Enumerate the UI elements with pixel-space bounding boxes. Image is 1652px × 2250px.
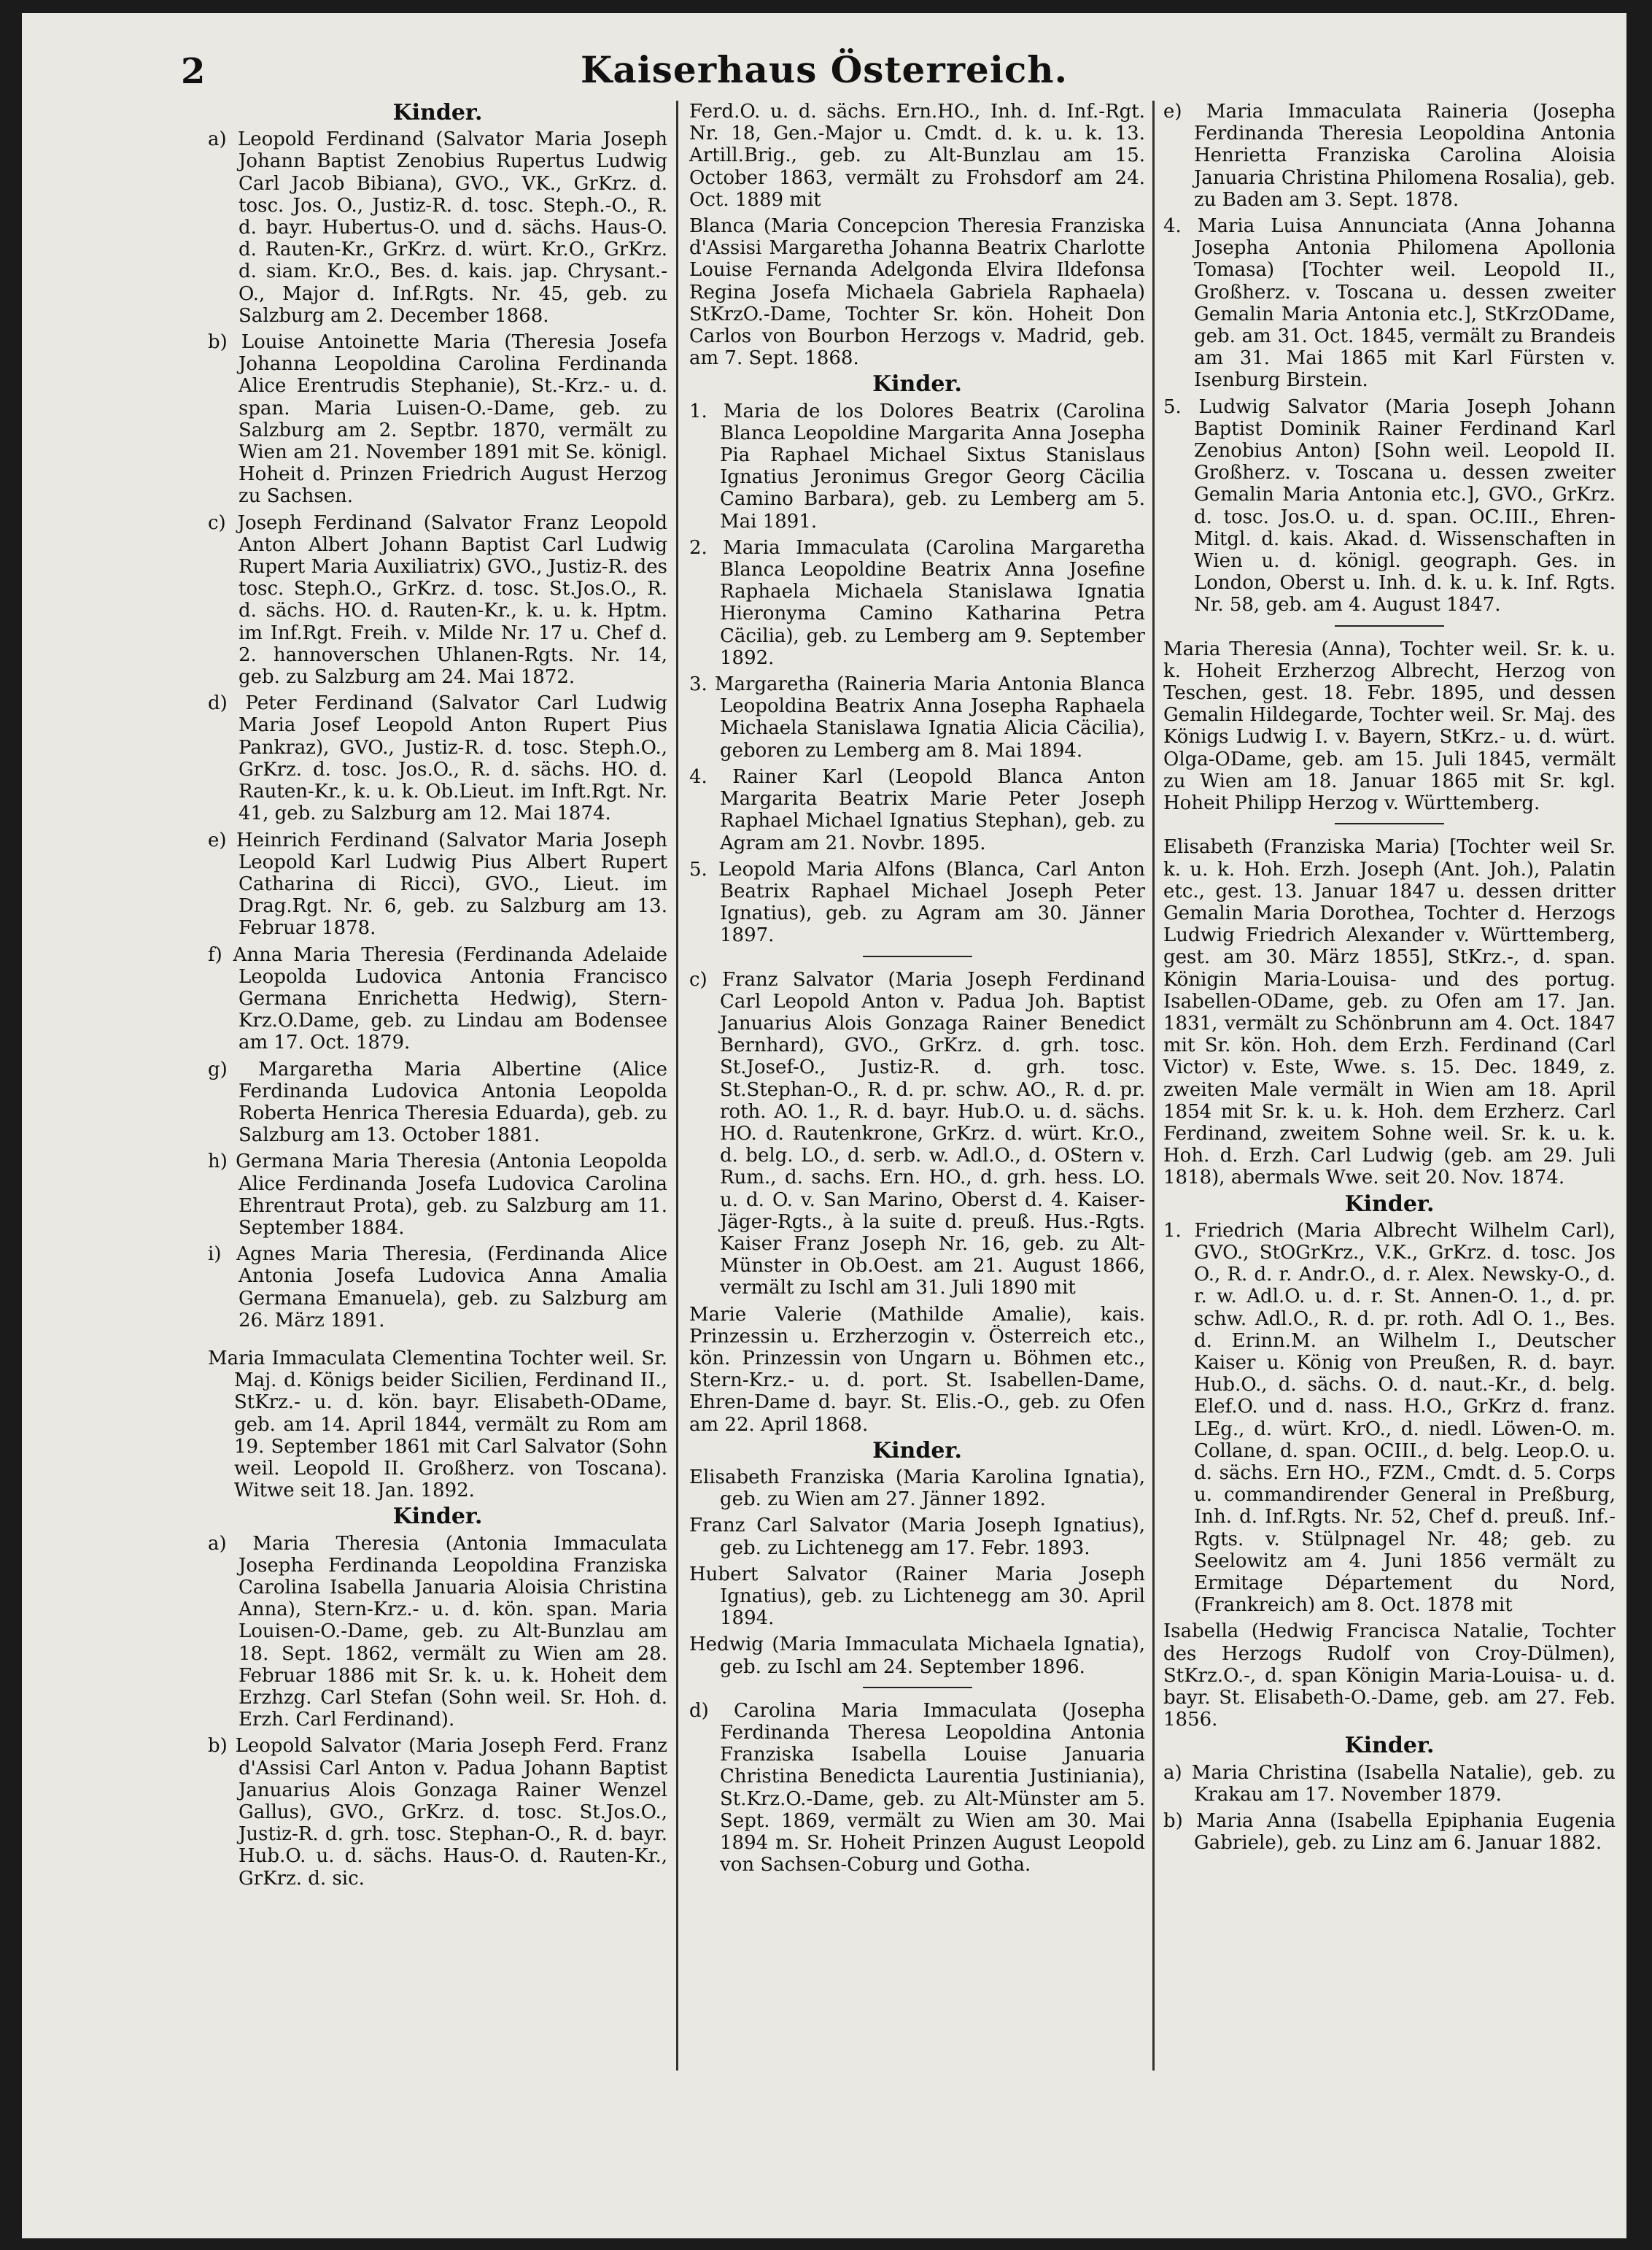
section-heading: Kinder. [392, 1504, 483, 1530]
list-item: a) Maria Christina (Isabella Natalie), geb. zu Krakau am 17. November 1879. [1163, 1761, 1616, 1806]
person-entry: Maria Theresia (Anna), Tochter weil. Sr. k. u. k. Hoheit Erzherzog Albrecht, Herzog von Teschen, gest. 18. Febr. 1895, und dessen Gemalin Hildegarde, Tochter weil. Sr. Maj. des Königs Ludwig I. v. Bayern, StKrz.- u. d. würt. Olga-ODame, geb. am 15. Juli 1845, vermält zu Wien am 18. Januar 1865 mit Sr. kgl. Hoheit Philipp Herzog v. Württemberg. [1163, 638, 1616, 815]
section-heading: Kinder. [392, 100, 483, 125]
list-item: i) Agnes Maria Theresia, (Ferdinanda Alice Antonia Josefa Ludovica Anna Amalia Germana Emanuela), geb. zu Salzburg am 26. März 1891. [208, 1243, 667, 1331]
person-entry: Isabella (Hedwig Francisca Natalie, Tochter des Herzogs Rudolf von Croy-Dülmen), StKrz.O.-, d. span Königin Maria-Louisa- u. d. bayr. St. Elisabeth-O.-Dame, geb. am 27. Feb. 1856. [1163, 1620, 1616, 1731]
list-item: 4. Maria Luisa Annunciata (Anna Johanna Josepha Antonia Philomena Apollonia Tomasa) [Tochter weil. Leopold II., Großherz. v. Toscana u. dessen zweiter Gemalin Maria Antonia etc.], StKrzODame, geb. am 31. Oct. 1845, vermält zu Brandeis am 31. Mai 1865 mit Karl Fürsten v. Isenburg Birstein. [1163, 215, 1616, 392]
column-divider [676, 101, 678, 2071]
list-item: e) Heinrich Ferdinand (Salvator Maria Joseph Leopold Karl Ludwig Pius Albert Rupert Catharina di Ricci), GVO., Lieut. im Drag.Rgt. Nr. 6, geb. zu Salzburg am 13. Februar 1878. [208, 829, 667, 940]
list-item: Hedwig (Maria Immaculata Michaela Ignatia), geb. zu Ischl am 24. September 1896. [689, 1634, 1145, 1678]
list-item: 5. Leopold Maria Alfons (Blanca, Carl Anton Beatrix Raphael Michael Joseph Peter Ignatius), geb. zu Agram am 30. Jänner 1897. [689, 858, 1145, 947]
list-item: Elisabeth Franziska (Maria Karolina Ignatia), geb. zu Wien am 27. Jänner 1892. [689, 1466, 1145, 1511]
list-item: g) Margaretha Maria Albertine (Alice Ferdinanda Ludovica Antonia Leopolda Roberta Henrica Theresia Eduarda), geb. zu Salzburg am 13. October 1881. [208, 1058, 667, 1147]
divider [1335, 823, 1444, 824]
list-item: 2. Maria Immaculata (Carolina Margaretha Blanca Leopoldine Beatrix Anna Josefine Raphaela Michaela Stanislawa Ignatia Hieronyma Camino Katharina Petra Cäcilia), geb. zu Lemberg am 9. September 1892. [689, 536, 1145, 669]
column-left [208, 101, 667, 1894]
list-item: Franz Carl Salvator (Maria Joseph Ignatius), geb. zu Lichtenegg am 17. Febr. 1893. [689, 1515, 1145, 1559]
divider [863, 1687, 972, 1688]
section-heading: Kinder. [1344, 1733, 1435, 1759]
person-entry: Marie Valerie (Mathilde Amalie), kais. Prinzessin u. Erzherzogin v. Österreich etc., kön. Prinzessin von Ungarn u. Böhmen etc., Stern-Krz.- u. d. port. St. Isabellen-Dame, Ehren-Dame d. bayr. St. Elis.-O., geb. zu Ofen am 22. April 1868. [689, 1303, 1145, 1436]
section-heading: Kinder. [1344, 1191, 1435, 1217]
column-right [1163, 101, 1616, 1858]
list-item: b) Louise Antoinette Maria (Theresia Josefa Johanna Leopoldina Carolina Ferdinanda Alice Erentrudis Stephanie), St.-Krz.- u. d. span. Maria Luisen-O.-Dame, geb. zu Salzburg am 2. Septbr. 1870, vermält zu Wien am 21. November 1891 mit Se. königl. Hoheit d. Prinzen Friedrich August Herzog zu Sachsen. [208, 331, 667, 508]
list-item: 3. Margaretha (Raineria Maria Antonia Blanca Leopoldina Beatrix Anna Josepha Raphaela Michaela Stanislawa Ignatia Alicia Cäcilia), geboren zu Lemberg am 8. Mai 1894. [689, 673, 1145, 762]
list-item: e) Maria Immaculata Raineria (Josepha Ferdinanda Theresia Leopoldina Antonia Henrietta Franziska Carolina Aloisia Januaria Christina Philomena Rosalia), geb. zu Baden am 3. Sept. 1878. [1163, 101, 1616, 211]
list-item: b) Leopold Salvator (Maria Joseph Ferd. Franz d'Assisi Carl Anton v. Padua Johann Baptist Januarius Alois Gonzaga Rainer Wenzel Gallus), GVO., GrKrz. d. tosc. St.Jos.O., Justiz-R. d. grh. tosc. Stephan-O., R. d. bayr. Hub.O. u. d. sächs. Haus-O. d. Rauten-Kr., GrKrz. d. sic. [208, 1735, 667, 1890]
list-item: f) Anna Maria Theresia (Ferdinanda Adelaide Leopolda Ludovica Antonia Francisco Germana Enrichetta Hedwig), Stern-Krz.O.Dame, geb. zu Lindau am Bodensee am 17. Oct. 1879. [208, 943, 667, 1054]
person-entry: c) Franz Salvator (Maria Joseph Ferdinand Carl Leopold Anton v. Padua Joh. Baptist Januarius Alois Gonzaga Rainer Benedict Bernhard), GVO., GrKrz. d. grh. tosc. St.Josef-O., Justiz-R. d. grh. tosc. St.Stephan-O., R. d. pr. schw. AO., R. d. pr. roth. AO. 1., R. d. bayr. Hub.O. u. d. sächs. HO. d. Rautenkrone, GrKrz. d. würt. Kr.O., d. belg. LO., d. serb. w. Adl.O., d. OStern v. Rum., d. sachs. Ern. HO., d. grh. hess. LO. u. d. O. v. San Marino, Oberst d. 4. Kaiser-Jäger-Rgts., à la suite d. preuß. Hus.-Rgts. Kaiser Franz Joseph Nr. 16, geb. zu Alt-Münster in Ob.Oest. am 21. August 1866, vermält zu Ischl am 31. Juli 1890 mit [689, 968, 1145, 1299]
list-item: d) Peter Ferdinand (Salvator Carl Ludwig Maria Josef Leopold Anton Rupert Pius Pankraz), GVO., Justiz-R. d. tosc. Steph.O., GrKrz. d. tosc. Jos.O., R. d. sächs. HO. d. Rauten-Kr., k. u. k. Ob.Lieut. im Inft.Rgt. Nr. 41, geb. zu Salzburg am 12. Mai 1874. [208, 692, 667, 825]
list-item: 4. Rainer Karl (Leopold Blanca Anton Margarita Beatrix Marie Peter Joseph Raphael Michael Ignatius Stephan), geb. zu Agram am 21. Novbr. 1895. [689, 765, 1145, 854]
paragraph: Ferd.O. u. d. sächs. Ern.HO., Inh. d. Inf.-Rgt. Nr. 18, Gen.-Major u. Cmdt. d. k. u. k. 13. Artill.Brig., geb. zu Alt-Bunzlau am 15. October 1863, vermält zu Frohsdorf am 24. Oct. 1889 mit [689, 101, 1145, 211]
divider [863, 956, 972, 957]
column-middle [689, 101, 1145, 1880]
column-divider [1152, 101, 1155, 2071]
list-item: 1. Friedrich (Maria Albrecht Wilhelm Carl), GVO., StOGrKrz., V.K., GrKrz. d. tosc. Jos O., R. d. r. Andr.O., d. r. Alex. Newsky-O., d. r. w. Adl.O. u. d. r. St. Annen-O. 1., d. pr. schw. Adl.O., R. d. pr. roth. Adl O. 1., Bes. d. Erinn.M. an Wilhelm I., Deutscher Kaiser u. König von Preußen, R. d. bayr. Hub.O., d. sächs. O. d. naut.-Kr., d. belg. Elef.O. und d. nass. H.O., GrKrz d. franz. LEg., d. würt. KrO., d. niedl. Löwen-O. m. Collane, d. span. OCIII., d. belg. Leop.O. u. d. sächs. Ern HO., FZM., Cmdt. d. 5. Corps u. commandirender General in Preßburg, Inh. d. Inf.Rgts. Nr. 52, Chef d. preuß. Inf.-Rgts. v. Stülpnagel Nr. 48; geb. zu Seelowitz am 4. Juni 1856 vermält zu Ermitage Département du Nord, (Frankreich) am 8. Oct. 1878 mit [1163, 1219, 1616, 1617]
person-entry: Maria Immaculata Clementina Tochter weil. Sr. Maj. d. Königs beider Sicilien, Ferdinand II., StKrz.- u. d. kön. bayr. Elisabeth-ODame, geb. am 14. April 1844, vermält zu Rom am 19. September 1861 mit Carl Salvator (Sohn weil. Leopold II. Großherz. von Toscana). Witwe seit 18. Jan. 1892. [208, 1347, 667, 1502]
list-item: b) Maria Anna (Isabella Epiphania Eugenia Gabriele), geb. zu Linz am 6. Januar 1882. [1163, 1810, 1616, 1855]
section-heading: Kinder. [872, 371, 962, 398]
list-item: Hubert Salvator (Rainer Maria Joseph Ignatius), geb. zu Lichtenegg am 30. April 1894. [689, 1563, 1145, 1630]
list-item: h) Germana Maria Theresia (Antonia Leopolda Alice Ferdinanda Josefa Ludovica Carolina Ehrentraut Prota), geb. zu Salzburg am 11. September 1884. [208, 1151, 667, 1239]
list-item: a) Leopold Ferdinand (Salvator Maria Joseph Johann Baptist Zenobius Rupertus Ludwig Carl Jacob Bibiana), GVO., VK., GrKrz. d. tosc. Jos. O., Justiz-R. d. tosc. Steph.-O., R. d. bayr. Hubertus-O. und d. sächs. Haus-O. d. Rauten-Kr., GrKrz. d. würt. Kr.O., GrKrz. d. siam. Kr.O., Bes. d. kais. jap. Chrysant.-O., Major d. Inf.Rgts. Nr. 45, geb. zu Salzburg am 2. December 1868. [208, 128, 667, 327]
page-header [22, 42, 1626, 101]
person-entry: d) Carolina Maria Immaculata (Josepha Ferdinanda Theresa Leopoldina Antonia Franziska Isabella Louise Januaria Christina Benedicta Laurentia Justiniania), St.Krz.O.-Dame, geb. zu Alt-Münster am 5. Sept. 1869, vermält zu Wien am 30. Mai 1894 m. Sr. Hoheit Prinzen August Leopold von Sachsen-Coburg und Gotha. [689, 1699, 1145, 1876]
person-entry: Blanca (Maria Concepcion Theresia Franziska d'Assisi Margaretha Johanna Beatrix Charlotte Louise Fernanda Adelgonda Elvira Ildefonsa Regina Josefa Michaela Gabriela Raphaela) StKrzO.-Dame, Tochter Sr. kön. Hoheit Don Carlos von Bourbon Herzogs v. Madrid, geb. am 7. Sept. 1868. [689, 215, 1145, 370]
section-heading: Kinder. [872, 1437, 962, 1464]
page-title: Kaiserhaus Österreich. [580, 48, 1069, 91]
list-item: c) Joseph Ferdinand (Salvator Franz Leopold Anton Albert Johann Baptist Carl Ludwig Rupert Maria Auxiliatrix) GVO., Justiz-R. des tosc. Steph.O., GrKrz. d. tosc. St.Jos.O., R. d. sächs. HO. d. Rauten-Kr., k. u. k. Hptm. im Inf.Rgt. Freih. v. Milde Nr. 17 u. Chef d. 2. hannoverschen Uhlanen-Rgts. Nr. 14, geb. zu Salzburg am 24. Mai 1872. [208, 511, 667, 689]
page-number: 2 [181, 51, 206, 92]
person-entry: Elisabeth (Franziska Maria) [Tochter weil Sr. k. u. k. Hoh. Erzh. Joseph (Ant. Joh.), Palatin etc., gest. 13. Januar 1847 u. dessen dritter Gemalin Maria Dorothea, Tochter d. Herzogs Ludwig Friedrich Alexander v. Württemberg, gest. am 30. März 1855], StKrz.-, d. span. Königin Maria-Louisa- und des portug. Isabellen-ODame, geb. zu Ofen am 17. Jan. 1831, vermält zu Schönbrunn am 4. Oct. 1847 mit Sr. kön. Hoh. dem Erzh. Ferdinand (Carl Victor) v. Este, Wwe. s. 15. Dec. 1849, z. zweiten Male vermält in Wien am 18. April 1854 mit Sr. k. u. k. Hoh. dem Erzherz. Carl Ferdinand, zweitem Sohne weil. Sr. k. u. k. Hoh. d. Erzh. Carl Ludwig (geb. am 29. Juli 1818), abermals Wwe. seit 20. Nov. 1874. [1163, 836, 1616, 1189]
list-item: 5. Ludwig Salvator (Maria Joseph Johann Baptist Dominik Rainer Ferdinand Karl Zenobius Anton) [Sohn weil. Leopold II. Großherz. v. Toscana u. dessen zweiter Gemalin Maria Antonia etc.], GVO., GrKrz. d. tosc. Jos.O. u. d. span. OC.III., Ehren-Mitgl. d. kais. Akad. d. Wissenschaften in Wien u. d. königl. geograph. Ges. in London, Oberst u. Inh. d. k. u. k. Inf. Rgts. Nr. 58, geb. am 4. August 1847. [1163, 395, 1616, 616]
divider [1335, 625, 1444, 627]
document-page [22, 13, 1626, 2238]
list-item: 1. Maria de los Dolores Beatrix (Carolina Blanca Leopoldine Margarita Anna Josepha Pia Raphael Michael Sixtus Stanislaus Ignatius Jeronimus Gregor Georg Cäcilia Camino Barbara), geb. zu Lemberg am 5. Mai 1891. [689, 400, 1145, 533]
list-item: a) Maria Theresia (Antonia Immaculata Josepha Ferdinanda Leopoldina Franziska Carolina Isabella Januaria Aloisia Christina Anna), Stern-Krz.- u. d. kön. span. Maria Louisen-O.-Dame, geb. zu Alt-Bunzlau am 18. Sept. 1862, vermält zu Wien am 28. Februar 1886 mit Sr. k. u. k. Hoheit dem Erzhzg. Carl Stefan (Sohn weil. Sr. Hoh. d. Erzh. Carl Ferdinand). [208, 1532, 667, 1731]
